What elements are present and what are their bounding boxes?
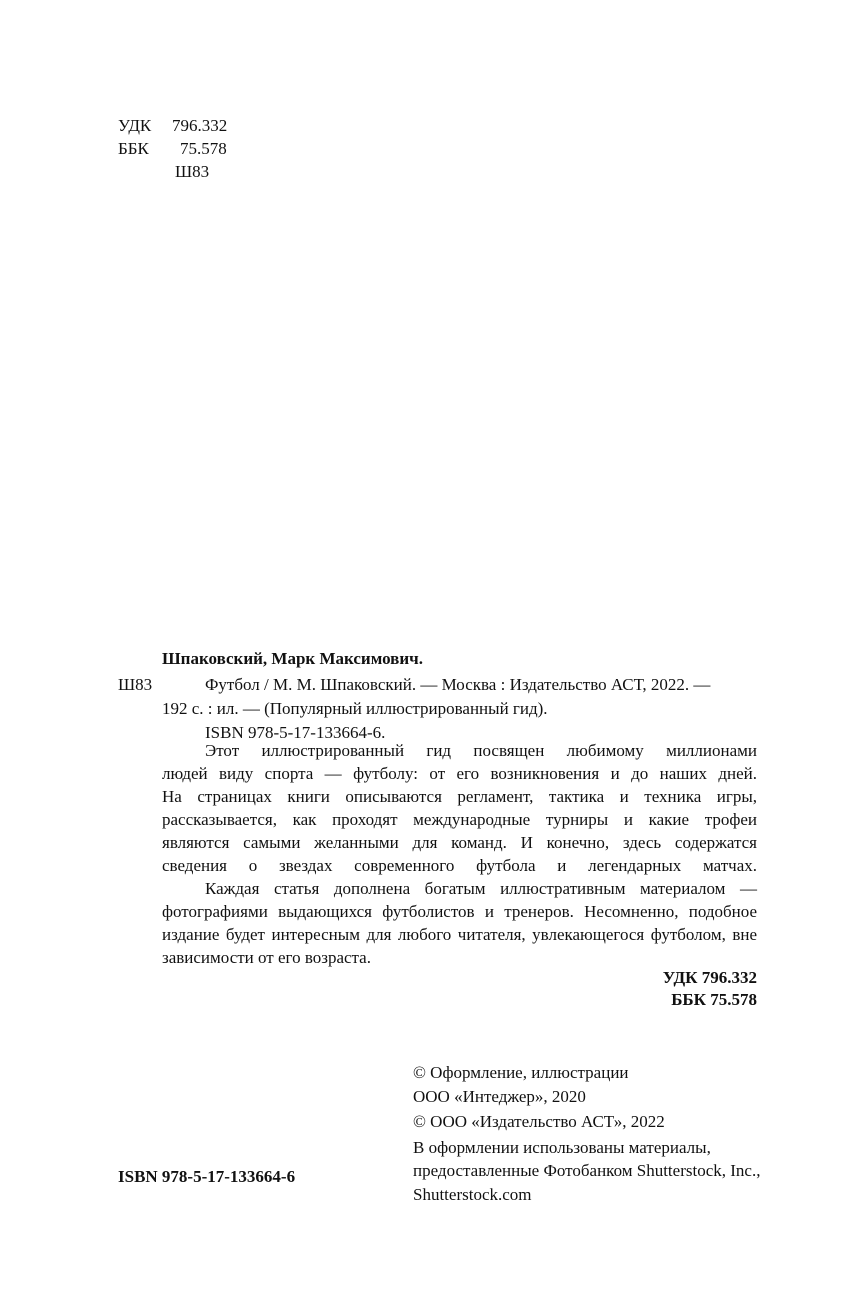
pages-line: 192 с. : ил. — (Популярный иллюстрированный гид). (162, 699, 548, 718)
annotation-line: Каждая статья дополнена богатым иллюстративным материалом — (205, 879, 757, 898)
copyright-line: © ООО «Издательство АСТ», 2022 (413, 1112, 665, 1131)
record-author-mark: Ш83 (118, 675, 153, 694)
annotation-line: являются самыми желанными для команд. И конечно, здесь содержатся (162, 833, 757, 852)
bottom-udk: УДК 796.332 (662, 968, 757, 987)
bottom-bbk: ББК 75.578 (671, 990, 757, 1009)
annotation-line: Этот иллюстрированный гид посвящен любимому миллионами (205, 741, 757, 760)
annotation (162, 739, 757, 969)
copyright-line: Shutterstock.com (413, 1184, 532, 1204)
annotation-line: фотографиями выдающихся футболистов и тренеров. Несомненно, подобное (162, 902, 757, 921)
copyright-block (413, 1061, 760, 1206)
bbk-value: 75.578 (180, 139, 227, 158)
annotation-line: сведения о звездах современного футбола и легендарных матчах. (162, 856, 757, 875)
annotation-line: На страницах книги описываются регламент, тактика и техника игры, (162, 787, 757, 806)
bottom-classification-codes (663, 967, 757, 1011)
copyright-line: © Оформление, иллюстрации (413, 1063, 629, 1082)
annotation-line: рассказывается, как проходят международные турниры и какие трофеи (162, 810, 757, 829)
udk-value: 796.332 (172, 116, 228, 135)
author-name: Шпаковский, Марк Максимович. (162, 649, 423, 668)
title-line: Футбол / М. М. Шпаковский. — Москва : Издательство АСТ, 2022. — (205, 675, 711, 694)
annotation-line: людей виду спорта — футболу: от его возникновения и до наших дней. (162, 764, 757, 783)
copyright-line: ООО «Интеджер», 2020 (413, 1086, 586, 1106)
isbn-bold: ISBN 978-5-17-133664-6 (118, 1167, 296, 1186)
isbn-line: ISBN 978-5-17-133664-6. (205, 723, 386, 742)
annotation-line: зависимости от его возраста. (162, 948, 371, 967)
annotation-line: издание будет интересным для любого читателя, увлекающегося футболом, вне (162, 925, 757, 944)
copyright-line: предоставленные Фотобанком Shutterstock, Inc., (413, 1161, 761, 1180)
author-mark: Ш83 (175, 162, 210, 181)
bbk-label: ББК (118, 139, 149, 158)
udk-label: УДК (118, 116, 152, 135)
copyright-line: В оформлении использованы материалы, (413, 1137, 711, 1157)
